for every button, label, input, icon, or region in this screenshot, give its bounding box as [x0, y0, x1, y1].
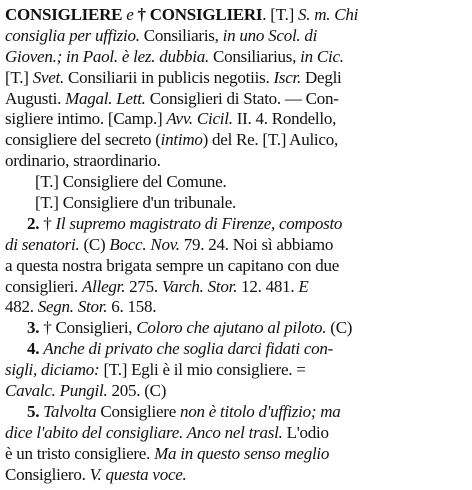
entry-segment: Consiliarii in publicis negotiis.	[64, 67, 274, 87]
entry-segment: Consiliarius,	[209, 46, 301, 66]
entry-segment: 4.	[27, 339, 44, 359]
entry-line	[5, 5, 465, 26]
entry-segment: (C)	[79, 234, 110, 254]
entry-segment: ordinario, straordinario.	[5, 151, 161, 171]
entry-segment: consigliere del secreto (	[5, 130, 161, 150]
entry-segment: Gioven.; in Paol. è lez. dubbia.	[5, 46, 209, 66]
entry-segment: Svet.	[32, 67, 65, 87]
entry-segment: consiglia per uffizio.	[5, 25, 140, 45]
entry-segment: 5.	[27, 401, 44, 421]
entry-line	[5, 465, 465, 486]
entry-segment: † Consiglieri,	[43, 318, 137, 338]
entry-line	[5, 26, 465, 47]
entry-segment: in Cic.	[300, 46, 344, 66]
entry-segment: 275.	[125, 276, 162, 296]
entry-segment: 12. 481.	[237, 276, 299, 296]
entry-line	[5, 235, 465, 256]
entry-segment: Varch. Stor.	[161, 276, 238, 296]
entry-line	[5, 339, 465, 360]
entry-line	[5, 68, 465, 89]
entry-segment: sigli, diciamo:	[5, 360, 100, 380]
entry-segment: E	[298, 276, 309, 296]
entry-segment: sigliere intimo. [Camp.]	[5, 109, 167, 129]
entry-segment: di senatori.	[5, 234, 80, 254]
entry-line	[5, 256, 465, 277]
entry-segment: II. 4. Rondello,	[232, 109, 337, 129]
entry-segment: Consigliero.	[5, 464, 90, 484]
dictionary-entry	[5, 5, 465, 485]
entry-line	[5, 277, 465, 298]
entry-line	[5, 297, 465, 318]
entry-segment: Il supremo magistrato di Firenze, composto	[55, 213, 343, 233]
entry-segment: S. m. Chi	[298, 5, 359, 24]
entry-segment: Avv. Cicil.	[166, 109, 233, 129]
entry-segment: non è titolo d'uffizio; ma	[180, 401, 341, 421]
entry-segment: Anche di privato che soglia darci fidati con-	[43, 339, 334, 359]
entry-segment: 482.	[5, 297, 38, 317]
entry-segment: Consiglieri di Stato. — Con-	[145, 88, 339, 108]
entry-segment: Augusti.	[5, 88, 66, 108]
entry-line	[5, 193, 465, 214]
entry-line	[5, 402, 465, 423]
entry-segment: [T.] Consigliere del Comune.	[35, 172, 227, 192]
entry-segment: intimo	[160, 130, 203, 150]
entry-segment: consiglieri.	[5, 276, 83, 296]
entry-line	[5, 47, 465, 68]
entry-line	[5, 109, 465, 130]
entry-segment: è un tristo consigliere.	[5, 443, 155, 463]
entry-line	[5, 423, 465, 444]
entry-segment: Allegr.	[82, 276, 126, 296]
entry-line	[5, 89, 465, 110]
entry-segment: [T.] Egli è il mio consigliere. =	[99, 360, 306, 380]
entry-segment: †	[43, 213, 56, 233]
entry-segment: Magal. Lett.	[65, 88, 146, 108]
entry-line	[5, 318, 465, 339]
entry-line	[5, 172, 465, 193]
entry-segment: 6. 158.	[107, 297, 157, 317]
entry-segment: Degli	[301, 67, 342, 87]
entry-segment: Ma in questo senso meglio	[154, 443, 330, 463]
entry-segment: 2.	[27, 213, 44, 233]
entry-line	[5, 444, 465, 465]
entry-line	[5, 151, 465, 172]
entry-segment: Bocc. Nov.	[109, 234, 180, 254]
entry-segment: a questa nostra brigata sempre un capitano con due	[5, 255, 339, 275]
entry-segment: Consigliere	[96, 401, 180, 421]
entry-segment: Segn. Stor.	[37, 297, 108, 317]
entry-segment: 79. 24. Noi sì abbiamo	[179, 234, 334, 254]
entry-segment: CONSIGLIERE	[5, 5, 123, 24]
entry-segment: Consiliaris,	[139, 25, 223, 45]
entry-segment: 3.	[27, 318, 44, 338]
entry-segment: ) del Re. [T.] Aulico,	[202, 130, 338, 150]
entry-segment: [T.]	[5, 67, 33, 87]
entry-line	[5, 381, 465, 402]
entry-segment: Cavalc. Pungil.	[5, 381, 108, 401]
entry-segment: . [T.]	[262, 5, 298, 24]
entry-segment: Talvolta	[43, 401, 97, 421]
entry-segment: dice l'abito del consigliare. Anco nel trasl.	[5, 422, 283, 442]
entry-segment: Coloro che ajutano al piloto.	[136, 318, 327, 338]
entry-line	[5, 130, 465, 151]
entry-line	[5, 360, 465, 381]
entry-segment: [T.] Consigliere d'un tribunale.	[35, 193, 237, 213]
entry-segment: Iscr.	[273, 67, 302, 87]
entry-segment: in uno Scol. di	[222, 25, 318, 45]
entry-line	[5, 214, 465, 235]
entry-segment: L'odio	[282, 422, 329, 442]
entry-segment: † CONSIGLIERI	[137, 5, 263, 24]
entry-segment: e	[122, 5, 138, 24]
entry-segment: (C)	[326, 318, 353, 338]
entry-segment: 205. (C)	[107, 381, 167, 401]
entry-segment: V. questa voce.	[89, 464, 187, 484]
